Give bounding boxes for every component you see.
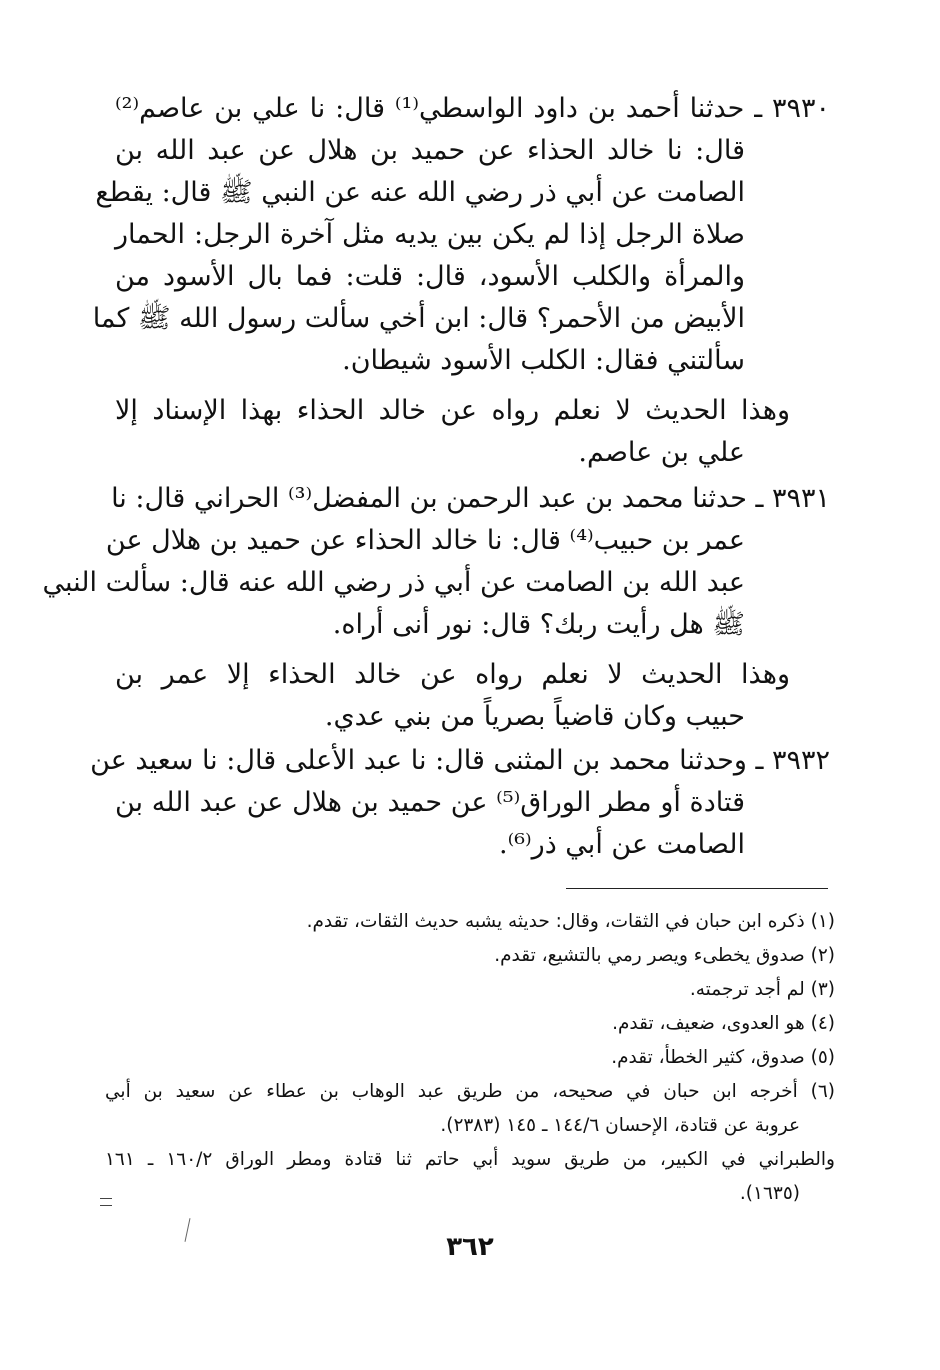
text-line: وهذا الحديث لا نعلم رواه عن خالد الحذاء بهذا الإسناد إلا [115, 395, 790, 426]
footnote-4: (٤) هو العدوى، ضعيف، تقدم. [612, 1013, 835, 1034]
text-line: الأبيض من الأحمر؟ قال: ابن أخي سألت رسول الله ﷺ كما [92, 303, 745, 334]
footnotes [105, 905, 835, 1211]
text-line: قال: نا خالد الحذاء عن حميد بن هلال عن عبد الله بن [115, 135, 745, 166]
footnote-6-extra: والطبراني في الكبير، من طريق سويد أبي حاتم ثنا قتادة ومطر الوراق ١٦٠/٢ ـ ١٦١ [105, 1149, 835, 1170]
text-line: صلاة الرجل إذا لم يكن بين يديه مثل آخرة الرجل: الحمار [115, 219, 745, 250]
text-line: الصامت عن أبي ذر⁽⁶⁾. [498, 829, 745, 860]
text-line: عمر بن حبيب⁽⁴⁾ قال: نا خالد الحذاء عن حميد بن هلال عن [105, 525, 745, 556]
hadith-3930 [92, 88, 830, 382]
text-line: سألتني فقال: الكلب الأسود شيطان. [342, 345, 745, 376]
hadith-3931 [42, 478, 830, 646]
margin-mark [100, 1198, 112, 1206]
text-line: عبد الله بن الصامت عن أبي ذر رضي الله عنه قال: سألت النبي [42, 567, 745, 598]
text-line: وهذا الحديث لا نعلم رواه عن خالد الحذاء إلا عمر بن [115, 659, 790, 690]
footnote-2: (٢) صدوق يخطىء ويصر رمي بالتشيع، تقدم. [494, 945, 835, 966]
text-line: ٣٩٣١ ـ حدثنا محمد بن عبد الرحمن بن المفضل⁽³⁾ الحراني قال: نا [111, 483, 830, 514]
footnote-1: (١) ذكره ابن حبان في الثقات، وقال: حديثه يشبه حديث الثقات، تقدم. [306, 911, 835, 932]
commentary-3930 [115, 390, 830, 474]
text-line: الصامت عن أبي ذر رضي الله عنه عن النبي ﷺ قال: يقطع [95, 177, 745, 208]
footnote-6: (٦) أخرجه ابن حبان في صحيحه، من طريق عبد الوهاب بن عطاء عن سعيد بن أبي [105, 1081, 835, 1102]
text-line: ٣٩٣٠ ـ حدثنا أحمد بن داود الواسطي⁽¹⁾ قال: نا علي بن عاصم⁽²⁾ [115, 93, 830, 124]
text-line: قتادة أو مطر الوراق⁽⁵⁾ عن حميد بن هلال عن عبد الله بن [115, 787, 745, 818]
text-line: علي بن عاصم. [578, 437, 745, 468]
footnote-3: (٣) لم أجد ترجمته. [689, 979, 835, 1000]
footnote-6-extra-continuation: (١٦٣٥). [739, 1183, 800, 1204]
page-number: ٣٦٢ [446, 1232, 494, 1262]
text-line: حبيب وكان قاضياً بصرياً من بني عدي. [324, 701, 745, 732]
footnote-divider [566, 888, 828, 889]
text-line: والمرأة والكلب الأسود، قال: قلت: فما بال الأسود من [115, 261, 745, 292]
footnote-5: (٥) صدوق، كثير الخطأ، تقدم. [611, 1047, 835, 1068]
text-line: ﷺ هل رأيت ربك؟ قال: نور أنى أراه. [332, 609, 745, 640]
text-line: ٣٩٣٢ ـ وحدثنا محمد بن المثنى قال: نا عبد الأعلى قال: نا سعيد عن [90, 745, 830, 776]
footnote-6-continuation: عروبة عن قتادة، الإحسان ١٤٤/٦ ـ ١٤٥ (٢٣٨٣). [440, 1115, 800, 1136]
hadith-3932 [90, 740, 830, 866]
commentary-3931 [115, 654, 830, 738]
